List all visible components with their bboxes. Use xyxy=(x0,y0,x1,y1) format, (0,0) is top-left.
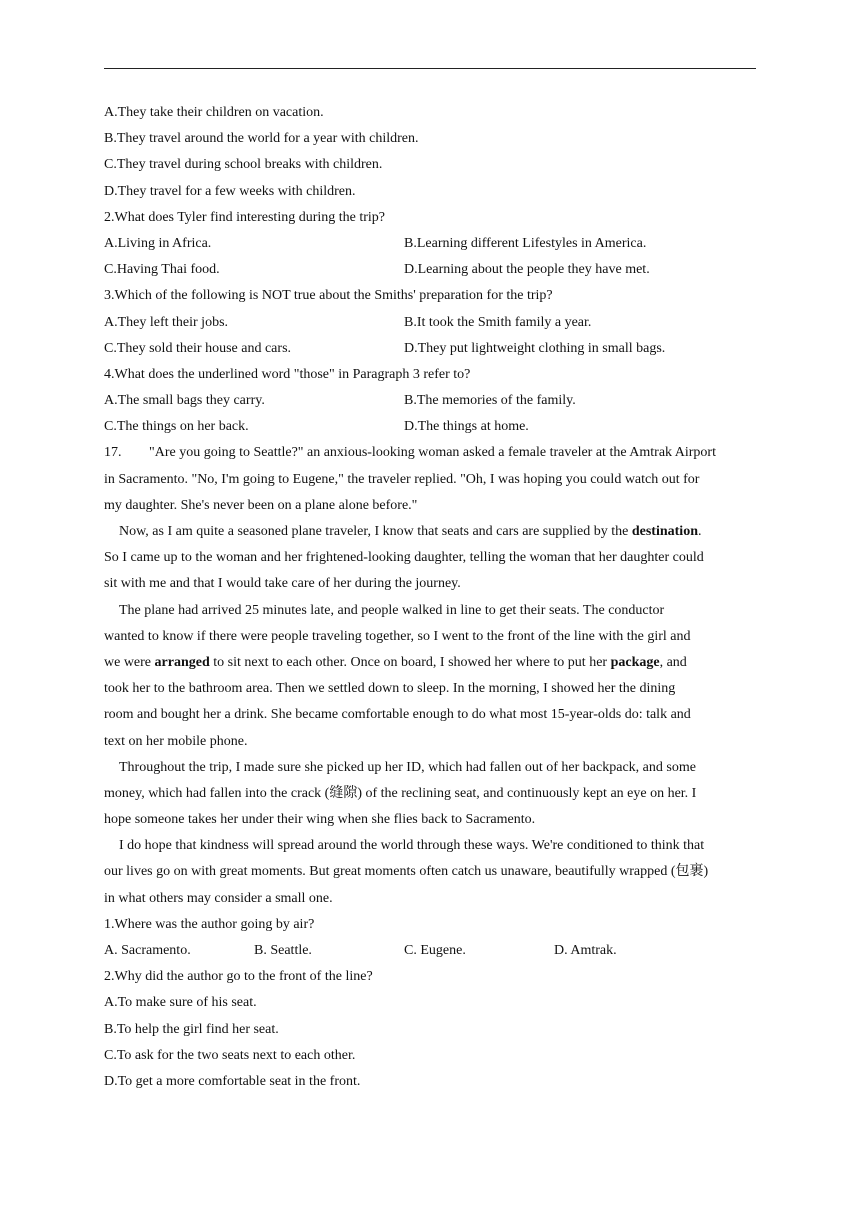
option-row xyxy=(104,231,760,257)
passage-line: text on her mobile phone. xyxy=(104,733,248,749)
passage-text: we were xyxy=(104,654,155,670)
option-b: B. Seattle. xyxy=(254,943,312,958)
bold-word: arranged xyxy=(154,654,210,670)
passage-line: The plane had arrived 25 minutes late, and people walked in line to get their seats. The conductor xyxy=(119,602,665,618)
option-a: A.The small bags they carry. xyxy=(104,393,265,409)
option-d: D.Learning about the people they have met. xyxy=(404,262,650,278)
option-c: C.To ask for the two seats next to each other. xyxy=(104,1047,356,1063)
question-1: 1.Where was the author going by air? xyxy=(104,916,315,932)
document-content xyxy=(104,100,760,1095)
option-c: C.Having Thai food. xyxy=(104,262,220,278)
passage-line: I do hope that kindness will spread around the world through these ways. We're conditioned to think that xyxy=(119,838,705,854)
passage-line: in what others may consider a small one. xyxy=(104,890,333,906)
passage-text: "Are you going to Seattle?" an anxious-looking woman asked a female traveler at the Amtrak Airport xyxy=(149,445,716,461)
passage-line: our lives go on with great moments. But great moments often catch us unaware, beautifully wrapped (包裹) xyxy=(104,864,709,880)
passage-line: So I came up to the woman and her frightened-looking daughter, telling the woman that her daughter could xyxy=(104,550,704,566)
passage-line: in Sacramento. "No, I'm going to Eugene," the traveler replied. "Oh, I was hoping you could watch out for xyxy=(104,471,700,487)
option-c: C. Eugene. xyxy=(404,943,466,958)
option-d: D. Amtrak. xyxy=(554,943,617,958)
passage-line: wanted to know if there were people traveling together, so I went to the front of the line with the girl and xyxy=(104,628,691,644)
question-4: 4.What does the underlined word "those" in Paragraph 3 refer to? xyxy=(104,366,471,382)
option-d: D.They put lightweight clothing in small bags. xyxy=(404,340,666,356)
option-a: A.They take their children on vacation. xyxy=(104,105,324,120)
option-row xyxy=(104,388,760,414)
passage-text: to sit next to each other. Once on board, I showed her where to put her xyxy=(209,654,611,670)
header-rule xyxy=(104,68,756,69)
question-3: 3.Which of the following is NOT true about the Smiths' preparation for the trip? xyxy=(104,288,553,304)
bold-word: package xyxy=(610,654,660,670)
option-c: C.The things on her back. xyxy=(104,419,249,435)
passage-number: 17. xyxy=(104,445,122,461)
option-c: C.They sold their house and cars. xyxy=(104,340,292,356)
option-d: D.The things at home. xyxy=(404,419,529,435)
option-a: A.To make sure of his seat. xyxy=(104,995,257,1011)
option-c: C.They travel during school breaks with children. xyxy=(104,157,383,173)
passage-line xyxy=(104,519,760,545)
passage-line: sit with me and that I would take care of her during the journey. xyxy=(104,576,461,592)
passage-line xyxy=(104,440,760,466)
option-row xyxy=(104,414,760,440)
option-b: B.The memories of the family. xyxy=(404,393,576,409)
option-row xyxy=(104,310,760,336)
passage-text: Now, as I am quite a seasoned plane traveler, I know that seats and cars are supplied by the xyxy=(119,524,632,539)
option-row xyxy=(104,257,760,283)
option-b: B.They travel around the world for a year with children. xyxy=(104,131,419,147)
passage-line xyxy=(104,650,760,676)
passage-text: , and xyxy=(659,654,687,670)
option-a: A. Sacramento. xyxy=(104,943,191,958)
option-row xyxy=(104,938,760,964)
option-b: B.Learning different Lifestyles in America. xyxy=(404,235,647,251)
passage-line: money, which had fallen into the crack (缝隙) of the reclining seat, and continuously kept an eye on her. I xyxy=(104,785,697,801)
option-b: B.To help the girl find her seat. xyxy=(104,1021,279,1037)
passage-line: took her to the bathroom area. Then we settled down to sleep. In the morning, I showed her the dining xyxy=(104,681,676,697)
passage-line: Throughout the trip, I made sure she picked up her ID, which had fallen out of her backpack, and some xyxy=(119,759,696,775)
option-d: D.To get a more comfortable seat in the front. xyxy=(104,1073,361,1089)
option-d: D.They travel for a few weeks with children. xyxy=(104,183,356,199)
bold-word: destination xyxy=(631,524,698,539)
question-2: 2.What does Tyler find interesting during the trip? xyxy=(104,209,386,225)
option-row xyxy=(104,336,760,362)
passage-line: room and bought her a drink. She became comfortable enough to do what most 15-year-olds do: talk and xyxy=(104,707,691,723)
question-2: 2.Why did the author go to the front of the line? xyxy=(104,969,373,985)
option-a: A.They left their jobs. xyxy=(104,314,229,330)
option-b: B.It took the Smith family a year. xyxy=(404,314,592,330)
passage-text: . xyxy=(697,524,702,539)
option-a: A.Living in Africa. xyxy=(104,235,212,251)
passage-line: my daughter. She's never been on a plane alone before." xyxy=(104,497,418,513)
passage-line: hope someone takes her under their wing when she flies back to Sacramento. xyxy=(104,812,536,828)
